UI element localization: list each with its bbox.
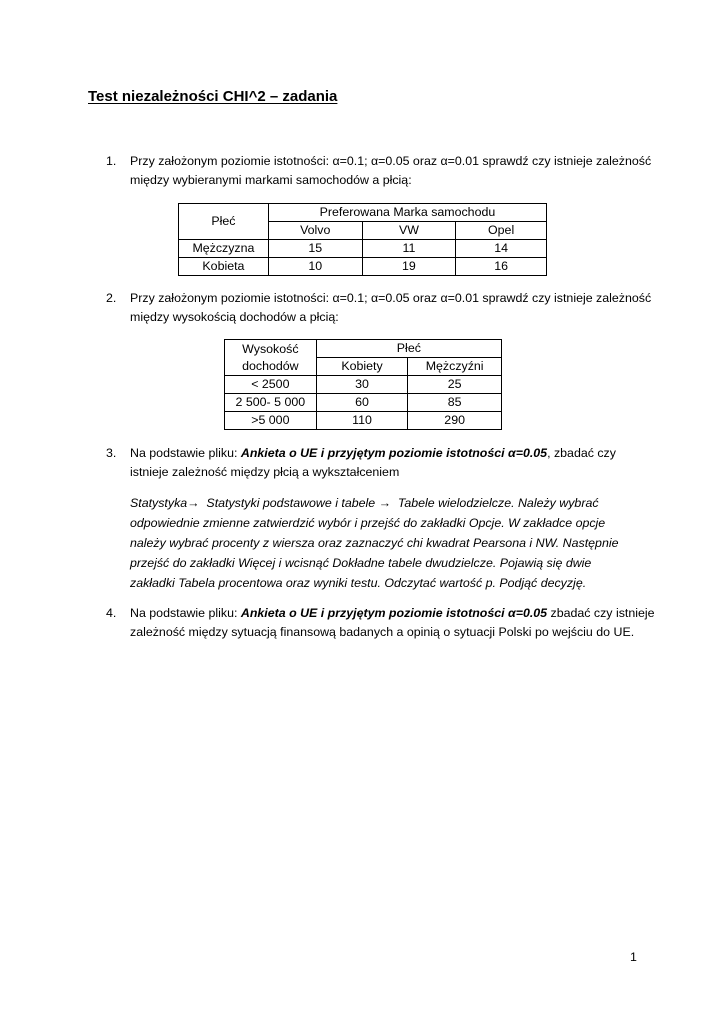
task-text: istnieje zależność między płcią a wykształceniem	[130, 465, 400, 479]
table-row	[225, 394, 502, 412]
file-reference: Ankieta o UE i przyjętym poziomie istotności α=0.05	[240, 606, 548, 620]
instruction-line	[130, 493, 650, 513]
row-label: < 2500	[225, 376, 317, 394]
table-row-header: Płeć	[179, 204, 269, 240]
page-title: Test niezależności CHI^2 – zadania	[88, 88, 338, 105]
instruction-line: przejść do zakładki Więcej i wcisnąć Dokładne tabele dwudzielcze. Pojawią się dwie	[130, 556, 592, 570]
task-number: 3.	[106, 446, 117, 460]
row-header-line: Wysokość	[242, 341, 299, 356]
instruction-line: zakładki Tabela procentowa oraz wyniki testu. Odczytać wartość p. Podjąć decyzję.	[130, 576, 587, 590]
task-text-part: zbadać czy istnieje	[547, 606, 655, 620]
table-cell: 16	[456, 258, 547, 276]
instruction-line: odpowiednie zmienne zatwierdzić wybór i przejść do zakładki Opcje. W zakładce opcje	[130, 516, 606, 530]
menu-path-part: Statystyki podstawowe i tabele	[199, 496, 379, 510]
task-text-part: , zbadać czy	[547, 446, 616, 460]
table-row	[225, 412, 502, 430]
table-cell: 110	[316, 412, 408, 430]
car-brand-table	[178, 203, 547, 276]
table-cell: 60	[316, 394, 408, 412]
income-table	[224, 339, 502, 430]
column-header: VW	[362, 222, 456, 240]
task-text: zależność między sytuacją finansową badanych a opinią o sytuacji Polski po wejściu do UE.	[130, 625, 635, 639]
instruction-line: należy wybrać procenty z wiersza oraz zaznaczyć chi kwadrat Pearsona i NW. Następnie	[130, 536, 619, 550]
task-text	[130, 444, 651, 463]
arrow-icon: →	[378, 496, 392, 510]
task-text: Przy założonym poziomie istotności: α=0.1; α=0.05 oraz α=0.01 sprawdź czy istnieje zależność	[130, 154, 652, 168]
task-number: 4.	[106, 606, 117, 620]
table-row	[179, 258, 547, 276]
task-number: 2.	[106, 291, 117, 305]
table-cell: 290	[408, 412, 502, 430]
row-label: >5 000	[225, 412, 317, 430]
table-cell: 85	[408, 394, 502, 412]
task-text: między wysokością dochodów a płcią:	[130, 310, 339, 324]
instructions	[130, 493, 650, 593]
page-number: 1	[630, 950, 637, 964]
table-cell: 14	[456, 240, 547, 258]
task-text-part: Na podstawie pliku:	[130, 446, 241, 460]
row-label: 2 500- 5 000	[225, 394, 317, 412]
table-cell: 25	[408, 376, 502, 394]
table-cell: 30	[316, 376, 408, 394]
menu-path-part: Statystyka	[130, 496, 188, 510]
task-3	[106, 444, 651, 482]
column-header: Mężczyźni	[408, 358, 502, 376]
table-cell: 19	[362, 258, 456, 276]
task-2	[106, 289, 651, 327]
column-header: Opel	[456, 222, 547, 240]
table-row	[179, 240, 547, 258]
column-header: Volvo	[268, 222, 362, 240]
task-text: Przy założonym poziomie istotności: α=0.1; α=0.05 oraz α=0.01 sprawdź czy istnieje zależność	[130, 291, 652, 305]
column-header: Kobiety	[316, 358, 408, 376]
task-text-part: Na podstawie pliku:	[130, 606, 241, 620]
task-text	[130, 604, 655, 623]
table-cell: 10	[268, 258, 362, 276]
table-group-header: Preferowana Marka samochodu	[268, 204, 546, 222]
task-text: między wybieranymi markami samochodów a płcią:	[130, 173, 412, 187]
task-4	[106, 604, 655, 642]
table-cell: 11	[362, 240, 456, 258]
table-cell: 15	[268, 240, 362, 258]
table-row-header	[225, 340, 317, 376]
file-reference: Ankieta o UE i przyjętym poziomie istotności α=0.05	[240, 446, 548, 460]
arrow-icon: →	[187, 496, 200, 510]
table-row	[225, 376, 502, 394]
task-1	[106, 152, 651, 190]
row-label: Kobieta	[179, 258, 269, 276]
row-header-line: dochodów	[242, 358, 299, 373]
task-number: 1.	[106, 154, 117, 168]
row-label: Mężczyzna	[179, 240, 269, 258]
table-group-header: Płeć	[316, 340, 501, 358]
menu-path-part: Tabele wielodzielcze. Należy wybrać	[391, 496, 599, 510]
